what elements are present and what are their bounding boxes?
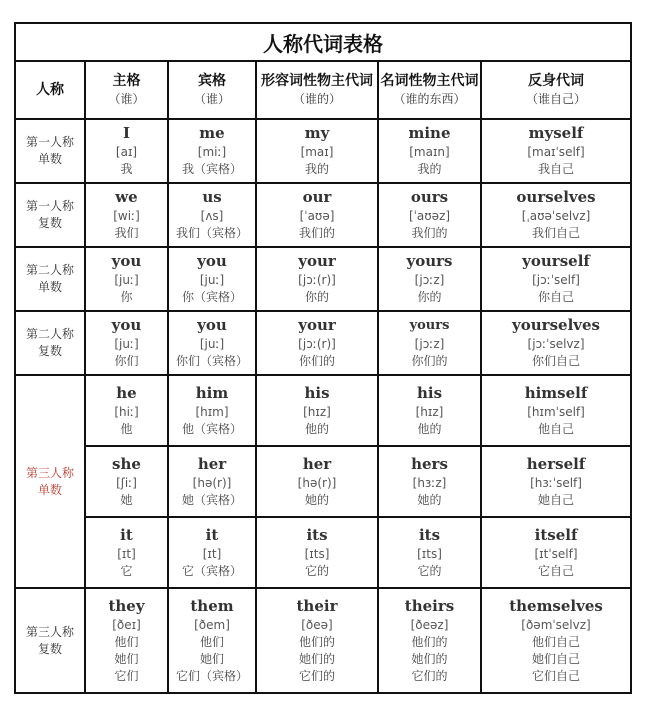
column-header bbox=[15, 61, 85, 119]
pronoun-word: its bbox=[306, 525, 328, 544]
pronoun-word: you bbox=[197, 316, 227, 334]
pronoun-word: you bbox=[111, 252, 142, 270]
pronoun-word: you bbox=[111, 316, 142, 334]
pronoun-word: she bbox=[112, 454, 141, 473]
column-header-hint: （谁的东西） bbox=[393, 92, 466, 106]
pronoun-word: mine bbox=[408, 124, 451, 142]
phonetic: [hɪz] bbox=[303, 404, 331, 419]
phonetic: [hɪmˈself] bbox=[527, 404, 585, 419]
chinese-meaning: 他 bbox=[120, 421, 133, 436]
phonetic: [hə(r)] bbox=[297, 475, 337, 490]
pronoun-word: hers bbox=[411, 454, 448, 473]
column-header bbox=[378, 61, 481, 119]
pronoun-cell bbox=[168, 247, 256, 311]
chinese-meaning: 我（宾格） bbox=[181, 162, 242, 176]
pronoun-word: you bbox=[197, 252, 227, 270]
phonetic: [ɪtˈself] bbox=[534, 546, 578, 561]
phonetic: [wiː] bbox=[113, 209, 140, 223]
phonetic: [jɔːˈselvz] bbox=[527, 337, 585, 351]
pronoun-cell bbox=[168, 119, 256, 183]
column-header bbox=[256, 61, 378, 119]
chinese-meaning: 她（宾格） bbox=[181, 492, 242, 507]
pronoun-cell bbox=[85, 517, 168, 588]
chinese-meaning: 你的 bbox=[304, 290, 329, 304]
pronoun-word: its bbox=[418, 525, 441, 544]
phonetic: [maɪˈself] bbox=[527, 145, 585, 159]
phonetic: [ˈaʊəz] bbox=[408, 209, 451, 223]
pronoun-word: him bbox=[195, 383, 229, 402]
table-row bbox=[15, 375, 631, 446]
pronoun-word: us bbox=[202, 188, 222, 206]
phonetic: [hɪm] bbox=[195, 404, 229, 419]
pronoun-cell bbox=[85, 311, 168, 375]
pronoun-cell bbox=[85, 183, 168, 247]
person-label: 第三人称 单数 bbox=[15, 375, 85, 588]
chinese-meaning: 他的 bbox=[304, 421, 329, 436]
chinese-meaning: 你们（宾格） bbox=[175, 354, 248, 368]
pronoun-word: her bbox=[302, 454, 332, 473]
table-row bbox=[15, 183, 631, 247]
pronoun-cell bbox=[481, 183, 631, 247]
table-title: 人称代词表格 bbox=[15, 23, 631, 61]
chinese-meaning: 我们自己 bbox=[532, 226, 581, 240]
pronoun-cell bbox=[168, 183, 256, 247]
column-header-hint: （谁） bbox=[108, 92, 145, 106]
chinese-meaning: 他（宾格） bbox=[181, 421, 242, 436]
phonetic: [ðem] bbox=[194, 617, 230, 632]
phonetic: [jɔː(r)] bbox=[298, 337, 336, 351]
chinese-meaning: 我们 bbox=[114, 226, 139, 240]
pronoun-word: he bbox=[116, 383, 137, 402]
chinese-meaning: 它 bbox=[120, 563, 133, 578]
chinese-meaning: 我 bbox=[120, 162, 133, 176]
chinese-meaning: 我们的 bbox=[411, 226, 448, 240]
pronoun-word: yourself bbox=[522, 252, 590, 270]
chinese-meaning: 我们（宾格） bbox=[175, 226, 248, 240]
chinese-meaning: 我的 bbox=[417, 162, 442, 176]
pronoun-word: they bbox=[108, 596, 145, 615]
pronoun-cell bbox=[256, 183, 378, 247]
phonetic: [jɔː(r)] bbox=[298, 273, 336, 287]
column-header-hint: （谁的） bbox=[292, 92, 341, 106]
chinese-meaning: 她的 bbox=[417, 492, 442, 507]
phonetic: [ʌs] bbox=[200, 209, 224, 223]
phonetic: [ɪt] bbox=[117, 546, 136, 561]
column-header bbox=[481, 61, 631, 119]
chinese-meaning: 它的 bbox=[417, 563, 442, 578]
pronoun-word: ourselves bbox=[516, 188, 596, 206]
pronoun-cell bbox=[85, 119, 168, 183]
pronoun-word: it bbox=[205, 525, 219, 544]
pronoun-cell bbox=[378, 311, 481, 375]
pronoun-word: ours bbox=[410, 188, 449, 206]
pronoun-word: myself bbox=[528, 124, 584, 142]
phonetic: [ðeɪ] bbox=[112, 617, 141, 632]
pronoun-cell bbox=[481, 247, 631, 311]
person-label: 第三人称 复数 bbox=[15, 588, 85, 693]
chinese-meaning: 你 bbox=[120, 290, 133, 304]
pronoun-word: your bbox=[298, 316, 336, 334]
column-header-label: 宾格 bbox=[198, 73, 226, 89]
column-header-label: 形容词性物主代词 bbox=[261, 73, 373, 89]
phonetic: [hɪz] bbox=[415, 404, 444, 419]
pronoun-word: herself bbox=[526, 454, 586, 473]
table-row bbox=[15, 119, 631, 183]
phonetic: [ɪts] bbox=[417, 546, 442, 561]
table-row bbox=[15, 517, 631, 588]
pronoun-table bbox=[14, 22, 632, 694]
pronoun-cell bbox=[256, 247, 378, 311]
chinese-meaning: 你（宾格） bbox=[181, 290, 242, 304]
phonetic: [hiː] bbox=[114, 404, 139, 419]
person-label: 第二人称 复数 bbox=[15, 311, 85, 375]
phonetic: [juː] bbox=[114, 273, 139, 287]
chinese-meaning: 你的 bbox=[417, 290, 442, 304]
table-row bbox=[15, 311, 631, 375]
pronoun-cell bbox=[481, 311, 631, 375]
pronoun-cell bbox=[256, 588, 378, 693]
pronoun-word: my bbox=[304, 124, 330, 142]
pronoun-cell bbox=[378, 446, 481, 517]
phonetic: [ðəmˈselvz] bbox=[521, 617, 591, 632]
column-header-hint: （谁） bbox=[193, 92, 230, 106]
pronoun-cell bbox=[168, 517, 256, 588]
chinese-meaning: 她的 bbox=[304, 492, 329, 507]
pronoun-cell bbox=[256, 446, 378, 517]
column-header-label: 名词性物主代词 bbox=[380, 73, 479, 89]
chinese-meaning: 他们自己 她们自己 它们自己 bbox=[532, 634, 581, 683]
pronoun-cell bbox=[256, 311, 378, 375]
pronoun-word: himself bbox=[524, 383, 588, 402]
table-body bbox=[15, 119, 631, 693]
phonetic: [juː] bbox=[114, 337, 139, 351]
chinese-meaning: 他的 bbox=[417, 421, 442, 436]
pronoun-word: our bbox=[302, 188, 332, 206]
pronoun-cell bbox=[378, 183, 481, 247]
pronoun-word: itself bbox=[534, 525, 578, 544]
chinese-meaning: 他们 她们 它们（宾格） bbox=[175, 634, 248, 683]
pronoun-word: his bbox=[304, 383, 330, 402]
phonetic: [juː] bbox=[199, 273, 225, 287]
phonetic: [aɪ] bbox=[115, 145, 138, 159]
pronoun-word: theirs bbox=[404, 596, 455, 615]
pronoun-cell bbox=[481, 375, 631, 446]
chinese-meaning: 她 bbox=[120, 492, 133, 507]
person-label: 第一人称 单数 bbox=[15, 119, 85, 183]
chinese-meaning: 它自己 bbox=[538, 563, 575, 578]
chinese-meaning: 我自己 bbox=[538, 162, 575, 176]
chinese-meaning: 你们的 bbox=[411, 354, 448, 368]
chinese-meaning: 她自己 bbox=[538, 492, 575, 507]
chinese-meaning: 他们 她们 它们 bbox=[114, 634, 139, 683]
phonetic: [ʃiː] bbox=[116, 475, 137, 490]
phonetic: [juː] bbox=[199, 337, 225, 351]
phonetic: [jɔːz] bbox=[414, 337, 445, 351]
column-header-hint: （谁自己） bbox=[526, 92, 587, 106]
pronoun-cell bbox=[481, 119, 631, 183]
pronoun-cell bbox=[85, 588, 168, 693]
pronoun-word: them bbox=[190, 596, 234, 615]
pronoun-word: yours bbox=[406, 252, 453, 270]
pronoun-cell bbox=[168, 588, 256, 693]
pronoun-word: his bbox=[416, 383, 443, 402]
phonetic: [ɪt] bbox=[202, 546, 222, 561]
column-header-label: 人称 bbox=[36, 81, 64, 98]
chinese-meaning: 它的 bbox=[304, 563, 329, 578]
pronoun-cell bbox=[378, 588, 481, 693]
pronoun-word: I bbox=[122, 124, 131, 142]
pronoun-cell bbox=[256, 517, 378, 588]
column-header bbox=[168, 61, 256, 119]
pronoun-word: your bbox=[298, 252, 336, 270]
pronoun-word: we bbox=[115, 188, 138, 206]
chinese-meaning: 你们的 bbox=[298, 354, 335, 368]
column-header-label: 主格 bbox=[112, 73, 141, 89]
chinese-meaning: 他们的 她们的 它们的 bbox=[298, 634, 335, 683]
pronoun-cell bbox=[481, 446, 631, 517]
pronoun-cell bbox=[256, 375, 378, 446]
pronoun-cell bbox=[378, 375, 481, 446]
phonetic: [jɔːˈself] bbox=[532, 273, 580, 287]
phonetic: [hə(r)] bbox=[192, 475, 232, 490]
phonetic: [ðeə] bbox=[301, 617, 333, 632]
chinese-meaning: 我的 bbox=[304, 162, 329, 176]
pronoun-word: themselves bbox=[509, 596, 603, 615]
person-label: 第二人称 单数 bbox=[15, 247, 85, 311]
phonetic: [ˈaʊə] bbox=[299, 209, 335, 223]
pronoun-cell bbox=[85, 375, 168, 446]
phonetic: [ɪts] bbox=[304, 546, 330, 561]
pronoun-cell bbox=[85, 446, 168, 517]
pronoun-word: me bbox=[199, 124, 225, 142]
column-header-label: 反身代词 bbox=[528, 73, 585, 89]
pronoun-cell bbox=[168, 375, 256, 446]
chinese-meaning: 我们的 bbox=[298, 226, 335, 240]
chinese-meaning: 你们 bbox=[114, 354, 139, 368]
chinese-meaning: 你自己 bbox=[538, 290, 575, 304]
pronoun-cell bbox=[378, 247, 481, 311]
table-row bbox=[15, 247, 631, 311]
person-label: 第一人称 复数 bbox=[15, 183, 85, 247]
phonetic: [jɔːz] bbox=[414, 273, 445, 287]
header-row bbox=[15, 61, 631, 119]
chinese-meaning: 你们自己 bbox=[532, 354, 581, 368]
pronoun-word: their bbox=[296, 596, 338, 615]
pronoun-word: her bbox=[197, 454, 227, 473]
phonetic: [hɜːz] bbox=[412, 475, 447, 490]
pronoun-cell bbox=[481, 517, 631, 588]
table-row bbox=[15, 446, 631, 517]
pronoun-cell bbox=[481, 588, 631, 693]
pronoun-cell bbox=[256, 119, 378, 183]
table-row bbox=[15, 588, 631, 693]
phonetic: [maɪ] bbox=[300, 145, 334, 159]
pronoun-cell bbox=[85, 247, 168, 311]
chinese-meaning: 它（宾格） bbox=[181, 563, 242, 578]
chinese-meaning: 他们的 她们的 它们的 bbox=[411, 634, 448, 683]
phonetic: [ˌaʊəˈselvz] bbox=[521, 209, 591, 223]
phonetic: [hɜːˈself] bbox=[530, 475, 582, 490]
column-header bbox=[85, 61, 168, 119]
phonetic: [maɪn] bbox=[409, 145, 450, 159]
pronoun-word: yourselves bbox=[512, 316, 600, 334]
pronoun-cell bbox=[378, 517, 481, 588]
phonetic: [miː] bbox=[197, 145, 227, 159]
pronoun-word: yours bbox=[409, 318, 450, 333]
pronoun-cell bbox=[168, 446, 256, 517]
chinese-meaning: 他自己 bbox=[538, 421, 575, 436]
pronoun-cell bbox=[378, 119, 481, 183]
phonetic: [ðeəz] bbox=[410, 617, 449, 632]
pronoun-word: it bbox=[120, 525, 133, 544]
pronoun-cell bbox=[168, 311, 256, 375]
